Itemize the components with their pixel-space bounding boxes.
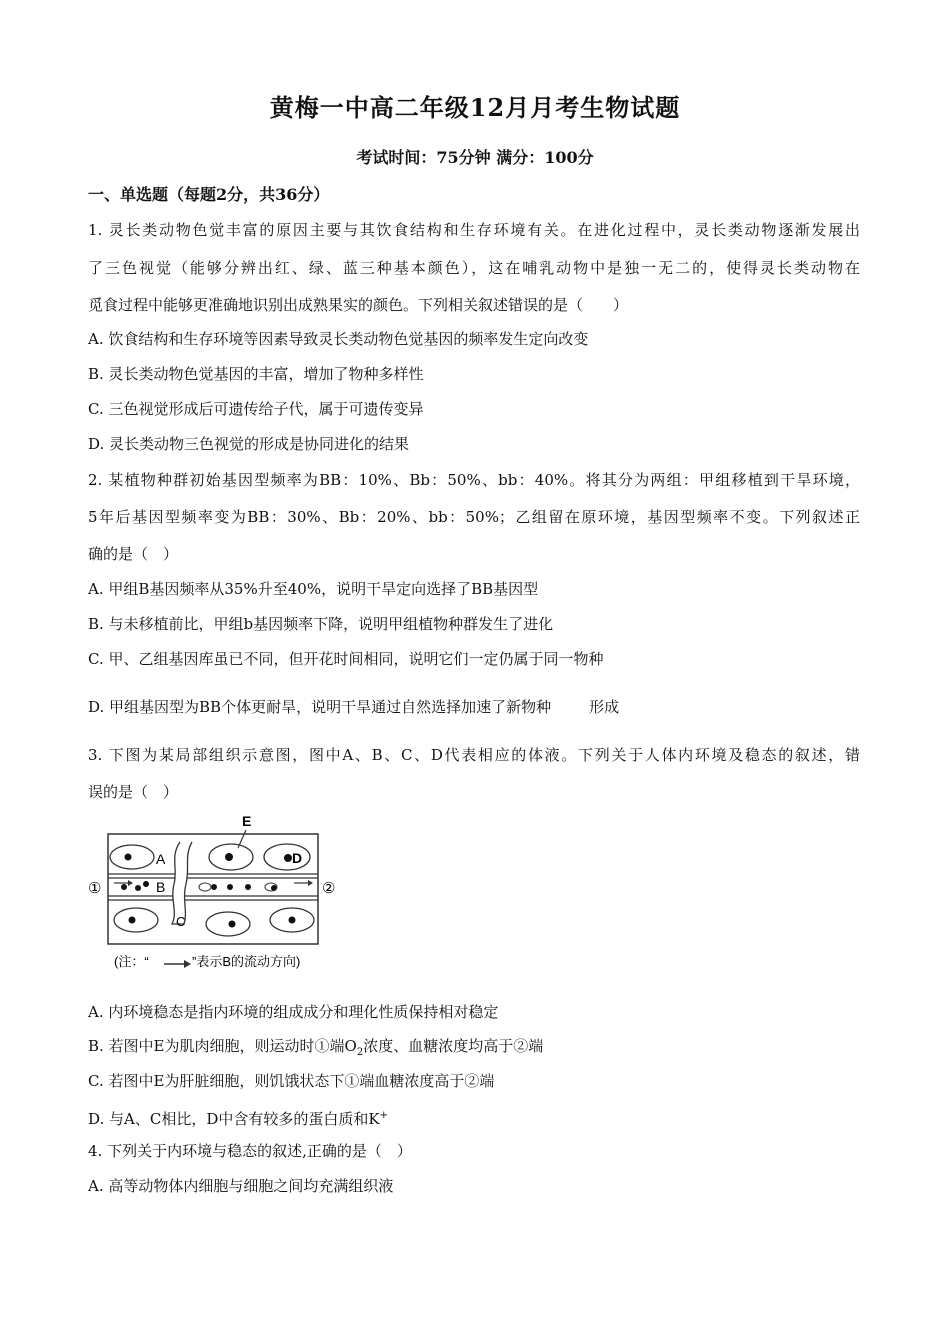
q3-option-b-sub: 2 [356,1047,364,1058]
q2-option-c: C. 甲、乙组基因库虽已不同，但开花时间相同，说明它们一定仍属于同一物种 [88,650,604,668]
q3-option-d [88,1106,388,1129]
q2-option-d-part1: D. 甲组基因型为BB个体更耐旱，说明干旱通过自然选择加速了新物种 [88,698,552,716]
q2-stem-line3: 确的是（ ） [88,545,179,563]
q2-option-d-part2: 形成 [589,698,620,716]
blood-cell [227,884,233,890]
q1-option-a: A. 饮食结构和生存环境等因素导致灵长类动物色觉基因的频率发生定向改变 [88,330,589,348]
cell-nucleus [225,853,233,861]
q3-option-b [88,1036,543,1063]
label-e: E [242,813,252,829]
q3-stem-line2: 误的是（ ） [88,783,179,801]
q1-option-d: D. 灵长类动物三色视觉的形成是协同进化的结果 [88,435,410,453]
q1-option-c: C. 三色视觉形成后可遗传给子代，属于可遗传变异 [88,400,424,418]
q3-option-d-sup: + [379,1110,388,1121]
q3-option-d-pre: D. 与A、C相比，D中含有较多的蛋白质和K [88,1110,380,1128]
label-c: C [176,914,186,929]
label-d: D [292,850,303,866]
exam-info: 考试时间：75分钟 满分：100分 [356,148,594,167]
flow-arrowhead [308,880,313,886]
q3-option-b-pre: B. 若图中E为肌肉细胞，则运动时①端O [88,1037,357,1055]
q1-stem-line1: 1. 灵长类动物色觉丰富的原因主要与其饮食结构和生存环境有关。在进化过程中，灵长类动物逐渐发展出 [88,221,860,239]
q2-option-d [88,697,619,717]
cell-nucleus [229,921,236,928]
q1-stem-line2: 了三色视觉（能够分辨出红、绿、蓝三种基本颜色），这在哺乳动物中是独一无二的，使得灵长类动物在 [88,259,860,277]
cell-nucleus [289,917,296,924]
flow-arrowhead [128,880,133,886]
q2-stem-line1: 2. 某植物种群初始基因型频率为BB：10%、Bb：50%、bb：40%。将其分为两组：甲组移植到干旱环境， [88,471,860,489]
label-end-2: ② [322,880,336,897]
q3-option-a: A. 内环境稳态是指内环境的组成成分和理化性质保持相对稳定 [88,1003,499,1021]
note-prefix: (注：“ [114,954,149,969]
section-heading: 一、单选题（每题2分，共36分） [88,185,330,204]
label-b: B [156,879,166,895]
blood-cell [143,881,149,887]
label-end-1: ① [88,880,102,897]
q2-stem-line2: 5年后基因型频率变为BB：30%、Bb：20%、bb：50%；乙组留在原环境，基因型频率不变。下列叙述正 [88,508,860,526]
q4-stem: 4. 下列关于内环境与稳态的叙述,正确的是（ ） [88,1142,412,1160]
blood-cell [211,884,217,890]
q3-option-b-post: 浓度、血糖浓度均高于②端 [363,1037,544,1055]
blood-cell [121,884,127,890]
tissue-cell [114,908,158,932]
q1-option-b: B. 灵长类动物色觉基因的丰富，增加了物种多样性 [88,365,424,383]
label-a: A [156,851,166,867]
q2-option-a: A. 甲组B基因频率从35%升至40%，说明干旱定向选择了BB基因型 [88,580,539,598]
page-title: 黄梅一中高二年级12月月考生物试题 [269,93,681,122]
note-arrowhead [184,960,191,968]
cell-nucleus [284,854,292,862]
tissue-cell [110,845,154,869]
blood-cell-outline [199,883,211,891]
q3-stem-line1: 3. 下图为某局部组织示意图，图中A、B、C、D代表相应的体液。下列关于人体内环境及稳态的叙述，错 [88,746,860,764]
cell-nucleus [125,854,132,861]
lymph-vessel [172,842,192,924]
q1-stem-line3: 觅食过程中能够更准确地识别出成熟果实的颜色。下列相关叙述错误的是（ ） [88,296,629,314]
q2-option-b: B. 与未移植前比，甲组b基因频率下降，说明甲组植物种群发生了进化 [88,615,554,633]
blood-cell [245,884,251,890]
blood-cell [135,885,141,891]
tissue-diagram [88,812,348,972]
tissue-diagram-svg [88,812,348,972]
q3-option-c: C. 若图中E为肝脏细胞，则饥饿状态下①端血糖浓度高于②端 [88,1072,495,1090]
tissue-cell [206,912,250,936]
q4-option-a: A. 高等动物体内细胞与细胞之间均充满组织液 [88,1177,394,1195]
cell-nucleus [129,917,136,924]
note-suffix: ”表示B的流动方向) [192,954,301,969]
